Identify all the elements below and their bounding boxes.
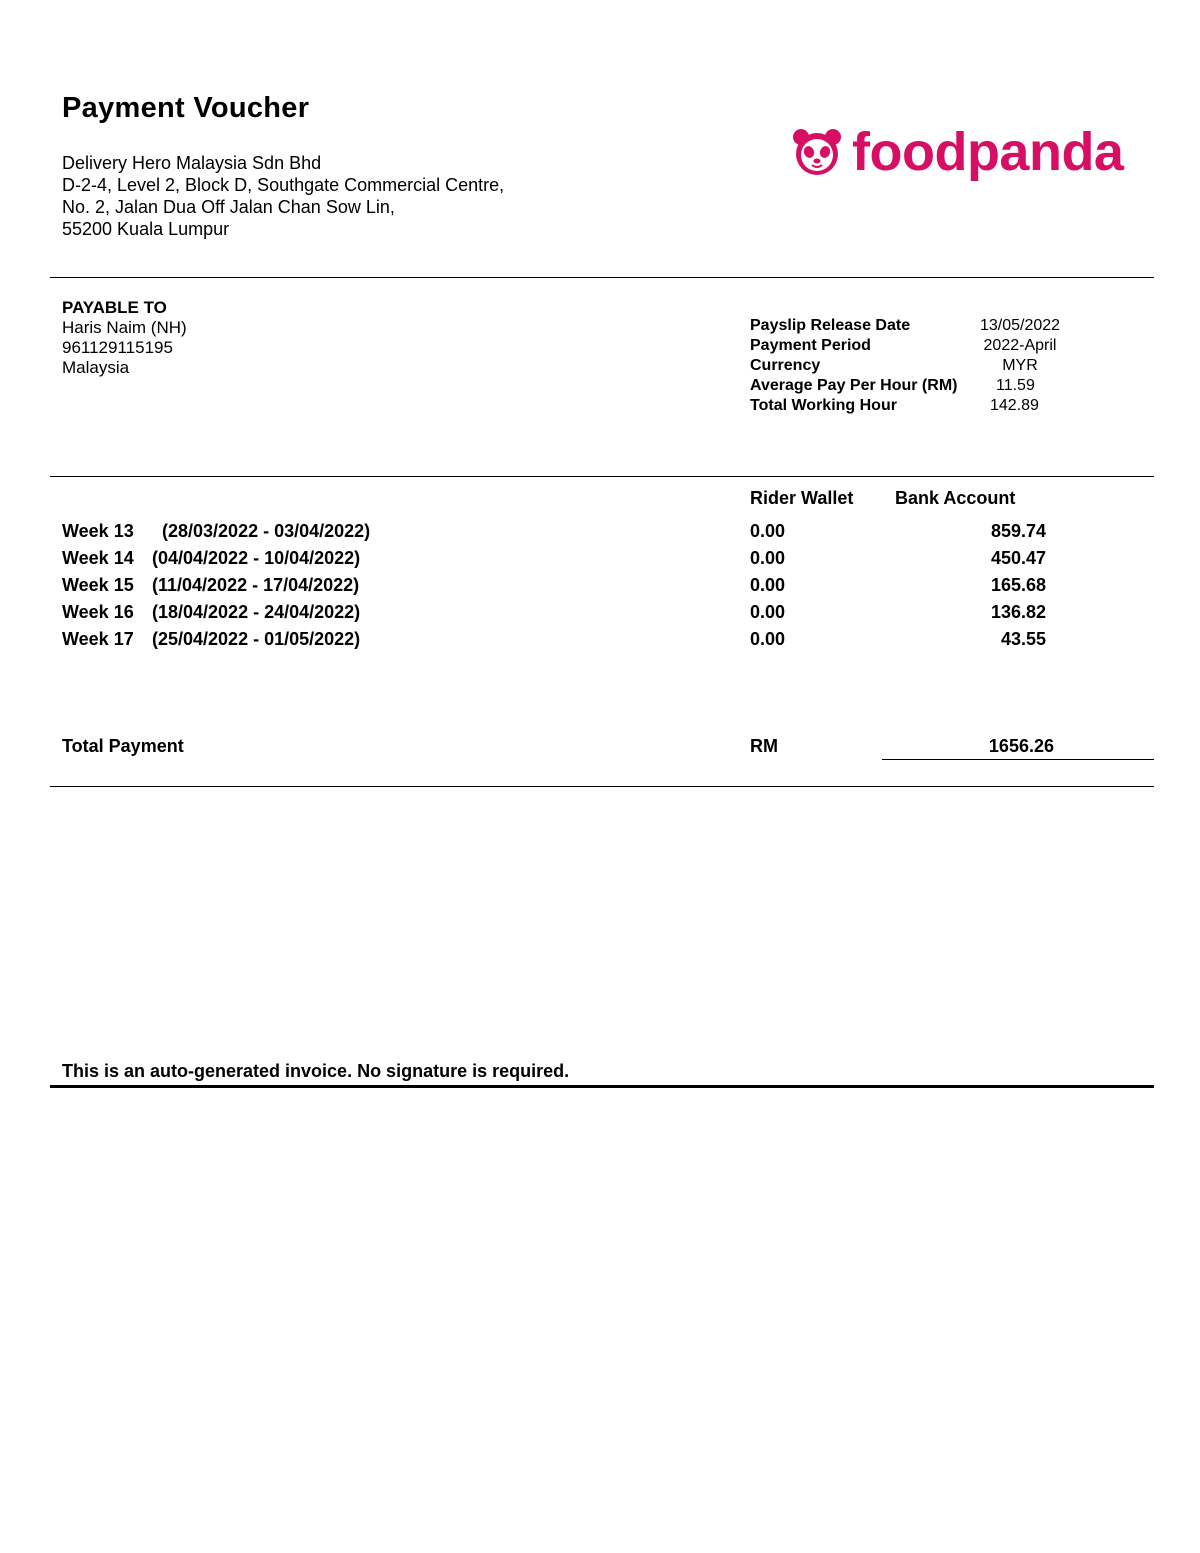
rider-wallet-amount: 0.00: [750, 548, 786, 568]
meta-label: Payment Period: [750, 337, 871, 354]
address-line: 55200 Kuala Lumpur: [62, 219, 230, 239]
divider: [50, 786, 1154, 787]
divider: [50, 476, 1154, 477]
bank-account-amount: 450.47: [990, 548, 1046, 568]
table-row: [0, 521, 1200, 548]
panda-icon: [790, 125, 844, 179]
address-line: No. 2, Jalan Dua Off Jalan Chan Sow Lin,: [62, 197, 395, 217]
week-range: (11/04/2022 - 17/04/2022): [152, 575, 360, 595]
week-label: Week 17: [62, 629, 134, 649]
payee-country: Malaysia: [62, 358, 130, 377]
total-payment-label: Total Payment: [62, 736, 184, 756]
week-range: (28/03/2022 - 03/04/2022): [152, 521, 371, 541]
payee-name: Haris Naim (NH): [62, 318, 187, 337]
week-label: Week 14: [62, 548, 134, 568]
bank-account-amount: 43.55: [1000, 629, 1046, 649]
bank-account-amount: 165.68: [990, 575, 1046, 595]
payee-id: 961129115195: [62, 338, 173, 357]
company-name: Delivery Hero Malaysia Sdn Bhd: [62, 153, 322, 173]
company-address: [62, 152, 504, 240]
column-header-bank-account: Bank Account: [895, 488, 1016, 508]
total-payment-amount: 1656.26: [988, 736, 1054, 756]
auto-generated-note: This is an auto-generated invoice. No signature is required.: [62, 1061, 570, 1081]
meta-labels: [750, 316, 957, 416]
meta-values: [960, 316, 1080, 416]
meta-value: 13/05/2022: [979, 317, 1061, 334]
table-row: [0, 629, 1200, 656]
payable-to-block: [62, 298, 187, 378]
meta-label: Average Pay Per Hour (RM): [750, 377, 958, 394]
meta-value: 2022-April: [983, 337, 1057, 354]
rider-wallet-amount: 0.00: [750, 521, 786, 541]
week-label: Week 13: [62, 521, 134, 541]
footer-divider: [50, 1085, 1154, 1088]
total-currency: RM: [750, 736, 778, 756]
meta-value: 142.89: [990, 397, 1039, 414]
rider-wallet-amount: 0.00: [750, 629, 786, 649]
table-row: [0, 548, 1200, 575]
meta-value: 11.59: [996, 377, 1035, 394]
foodpanda-logo: [790, 122, 1123, 182]
week-range: (04/04/2022 - 10/04/2022): [152, 548, 361, 568]
rider-wallet-amount: 0.00: [750, 602, 786, 622]
rider-wallet-amount: 0.00: [750, 575, 786, 595]
week-label: Week 16: [62, 602, 134, 622]
meta-value: MYR: [1002, 357, 1038, 374]
bank-account-amount: 859.74: [990, 521, 1046, 541]
address-line: D-2-4, Level 2, Block D, Southgate Commercial Centre,: [62, 175, 505, 195]
payable-heading: PAYABLE TO: [62, 298, 167, 317]
meta-label: Payslip Release Date: [750, 317, 911, 334]
bank-account-amount: 136.82: [990, 602, 1046, 622]
meta-label: Currency: [750, 357, 821, 374]
page-title: Payment Voucher: [62, 92, 310, 124]
column-header-rider-wallet: Rider Wallet: [750, 488, 854, 508]
meta-label: Total Working Hour: [750, 397, 897, 414]
table-row: [0, 602, 1200, 629]
week-range: (25/04/2022 - 01/05/2022): [152, 629, 361, 649]
divider: [50, 277, 1154, 278]
week-label: Week 15: [62, 575, 134, 595]
total-underline: [882, 759, 1154, 760]
brand-wordmark: foodpanda: [852, 122, 1124, 182]
week-range: (18/04/2022 - 24/04/2022): [152, 602, 361, 622]
table-row: [0, 575, 1200, 602]
